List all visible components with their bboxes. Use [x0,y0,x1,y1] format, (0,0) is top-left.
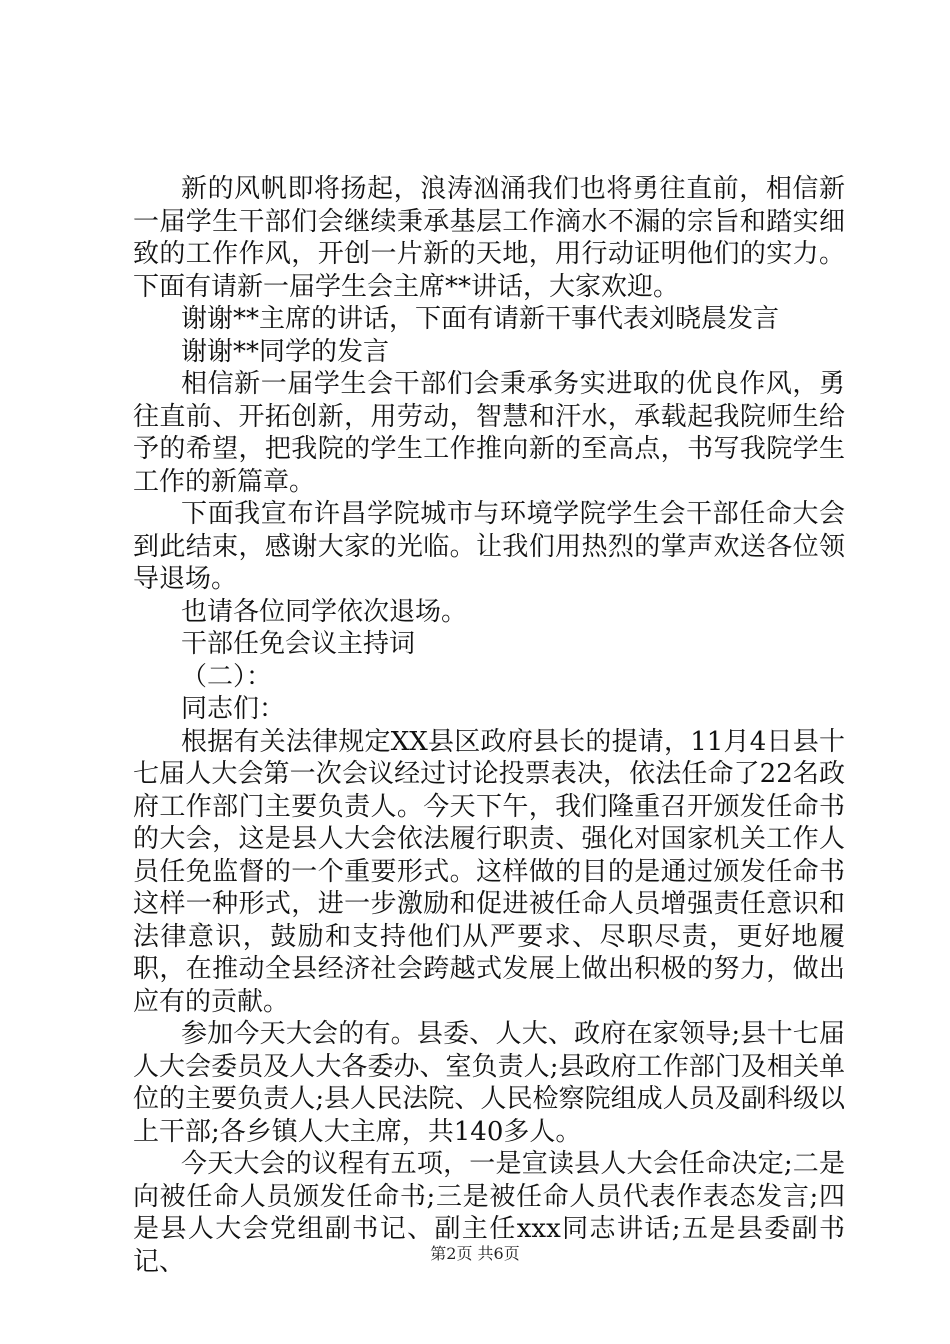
paragraph: 参加今天大会的有。县委、人大、政府在家领导;县十七届人大会委员及人大各委办、室负责人;县政府工作部门及相关单位的主要负责人;县人民法院、人民检察院组成人员及副科级以上干部;各乡镇人大主席，共140多人。 [133,1019,845,1147]
salutation: 同志们： [181,694,286,724]
section-heading: 干部任免会议主持词 [181,629,416,659]
paragraph: 新的风帆即将扬起，浪涛汹涌我们也将勇往直前，相信新一届学生干部们会继续秉承基层工作滴水不漏的宗旨和踏实细致的工作作风，开创一片新的天地，用行动证明他们的实力。下面有请新一届学生会主席**讲话，大家欢迎。 [133,174,845,302]
paragraph: 也请各位同学依次退场。 [181,596,468,627]
paragraph: 谢谢**同学的发言 [181,336,390,367]
paragraph: 相信新一届学生会干部们会秉承务实进取的优良作风，勇往直前、开拓创新，用劳动，智慧和汗水，承载起我院师生给予的希望，把我院的学生工作推向新的至高点，书写我院学生工作的新篇章。 [133,369,845,497]
paragraph: 下面我宣布许昌学院城市与环境学院学生会干部任命大会到此结束，感谢大家的光临。让我们用热烈的掌声欢送各位领导退场。 [133,499,845,594]
document-body [133,173,845,1278]
section-subheading: （二）： [181,661,273,692]
paragraph: 谢谢**主席的讲话，下面有请新干事代表刘晓晨发言 [181,304,780,334]
page-footer: 第2页 共6页 [430,1244,520,1263]
paragraph: 今天大会的议程有五项，一是宣读县人大会任命决定;二是向被任命人员颁发任命书;三是被任命人员代表作表态发言;四是县人大会党组副书记、副主任xxx同志讲话;五是县委副书记、 [133,1149,845,1277]
paragraph: 根据有关法律规定XX县区政府县长的提请，11月4日县十七届人大会第一次会议经过讨论投票表决，依法任命了22名政府工作部门主要负责人。今天下午，我们隆重召开颁发任命书的大会，这是县人大会依法履行职责、强化对国家机关工作人员任免监督的一个重要形式。这样做的目的是通过颁发任命书这样一种形式，进一步激励和促进被任命人员增强责任意识和法律意识，鼓励和支持他们从严要求、尽职尽责，更好地履职，在推动全县经济社会跨越式发展上做出积极的努力，做出应有的贡献。 [133,726,845,1017]
